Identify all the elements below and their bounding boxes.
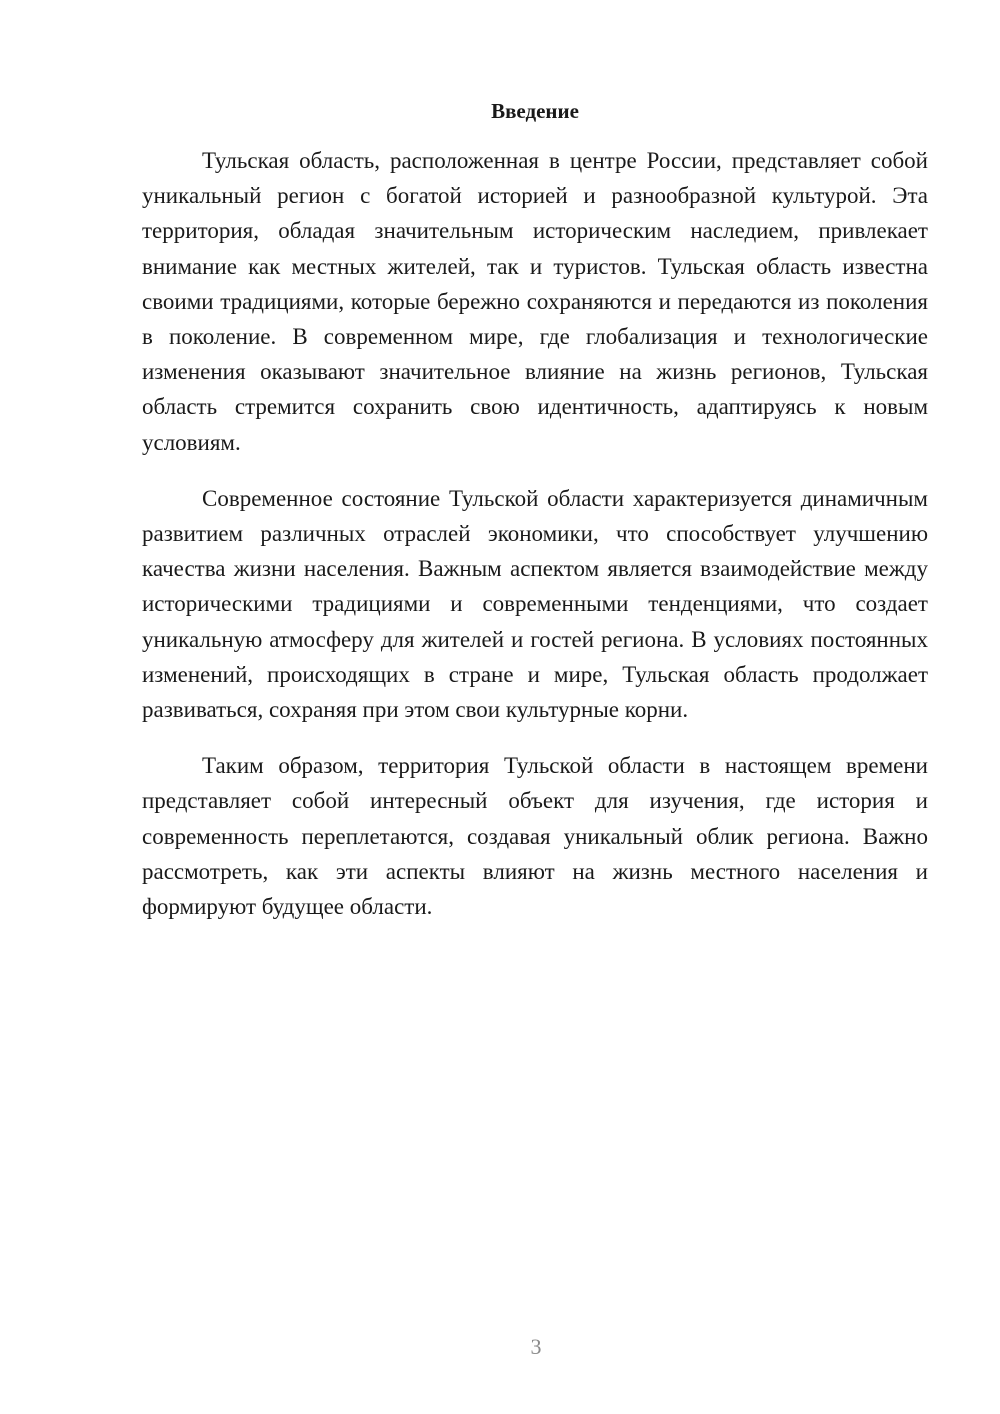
section-heading: Введение xyxy=(491,99,579,123)
paragraph-1: Тульская область, расположенная в центре России, представляет собой уникальный регион с богатой историей и разнообразной культурой. Эта территория, обладая значительным историческим наследием, привлекает внимание как местных жителей, так и туристов. Тульская область известна своими традициями, которые бережно сохраняются и передаются из поколения в поколение. В современном мире, где глобализация и технологические изменения оказывают значительное влияние на жизнь регионов, Тульская область стремится сохранить свою идентичность, адаптируясь к новым условиям. xyxy=(142,148,928,455)
body-text xyxy=(142,143,928,945)
paragraph-2: Современное состояние Тульской области характеризуется динамичным развитием различных отраслей экономики, что способствует улучшению качества жизни населения. Важным аспектом является взаимодействие между историческими традициями и современными тенденциями, что создает уникальную атмосферу для жителей и гостей региона. В условиях постоянных изменений, происходящих в стране и мире, Тульская область продолжает развиваться, сохраняя при этом свои культурные корни. xyxy=(142,485,928,723)
paragraph-3: Таким образом, территория Тульской области в настоящем времени представляет собой интересный объект для изучения, где история и современность переплетаются, создавая уникальный облик региона. Важно рассмотреть, как эти аспекты влияют на жизнь местного населения и формируют будущее области. xyxy=(142,753,928,920)
page-number: 3 xyxy=(530,1334,542,1359)
